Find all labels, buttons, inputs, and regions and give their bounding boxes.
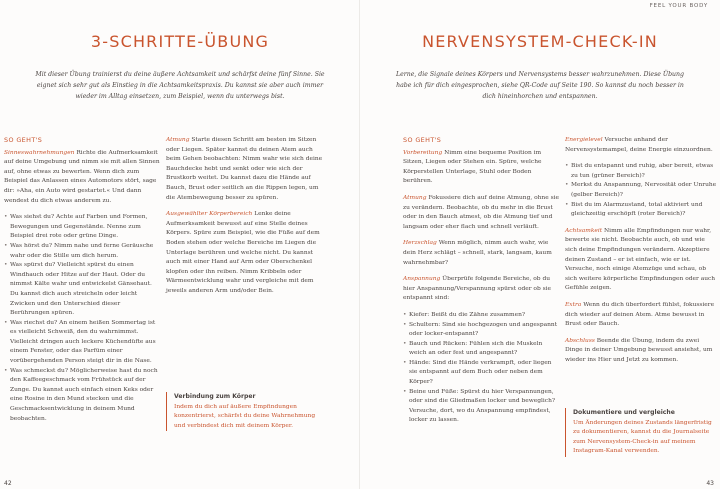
list-item: • Beine und Füße: Spürst du hier Verspannungen, oder sind die Gliedmaßen locker und beweglich? Versuche, dort, wo du Anspannung empfindest, locker zu lassen. [403,388,559,426]
list-item: • Merkst du Anspannung, Nervosität oder Unruhe (gelber Bereich)? [565,181,717,200]
right-section-heading: SO GEHT'S [403,136,442,144]
right-page [360,0,720,489]
left-callout-title: Verbindung zum Körper [174,393,256,400]
sinnes-paragraph [4,149,160,207]
list-item: • Was riechst du? An einem heißen Sommertag ist es vielleicht Schweiß, den du wahrnimmst. Vielleicht dringen auch leckere Küchendüfte aus einem Fenster, oder das Parfüm einer vorübergehenden Person steigt dir in die Nase. [4,319,160,367]
list-item: • Kiefer: Beißt du die Zähne zusammen? [403,311,559,321]
right-atmung-text: Fokussiere dich auf deine Atmung, ohne sie zu verändern. Beobachte, ob du mehr in die Brust oder in den Bauch atmest, ob die Atmung tief und langsam oder eher flach und schnell verläuft. [403,194,559,230]
left-page-number: 42 [4,480,12,487]
right-intro: Lerne, die Signale deines Körpers und Nervensystems besser wahrzunehmen. Diese Übung habe ich für dich eingesprochen, siehe QR-Code auf Seite 190. So kannst du noch besser in dich hineinhorchen und entspannen. [396,71,684,100]
abschluss-text: Beende die Übung, indem du zwei Dinge in deiner Umgebung bewusst ansiehst, um wieder ins Hier und Jetzt zu kommen. [565,337,713,363]
energie-text: Versuche anhand der Nervensystemampel, deine Energie einzuordnen. [565,137,713,153]
list-item: • Bauch und Rücken: Fühlen sich die Muskeln weich an oder fest und angespannt? [403,340,559,359]
right-callout-box [565,408,715,457]
koerper-text: Lenke deine Aufmerksamkeit bewusst auf eine Stelle deines Körpers. Spüre zum Beispiel, wie die Füße auf dem Boden stehen oder welche Bereiche im Liegen die Unterlage berühren und welche nicht. Du kannst auch mit einer Hand auf Arm oder Oberschenkel klopfen oder ihn reiben. Nimm Kribbeln oder Wärmeentwicklung wahr und vergleiche mit dem jeweils anderen Arm und/oder Bein. [166,211,320,294]
right-atmung-lead: Atmung [403,194,427,201]
achtsamkeit-paragraph [565,227,717,294]
left-page-title: 3-SCHRITTE-ÜBUNG [90,32,270,51]
list-item: • Was spürst du? Vielleicht spürst du einen Windhauch oder Hitze auf der Haut. Oder du nimmst Kälte wahr und entwickelst Gänsehaut. Du kannst dich auch streicheln oder leicht Zwicken und den Unterschied dieser Berührungen spüren. [4,261,160,319]
senses-list [4,213,160,424]
anspannung-list [403,311,559,426]
atmung-text: Starte diesen Schritt am besten im Sitzen oder Liegen. Später kannst du deinen Atem auch beim Gehen beobachten: Nimm wahr wie sich deine Bauchdecke hebt und senkt oder wie sich der Brustkorb weitet. Du kannst dazu die Hände auf Bauch, Brust oder seitlich an die Rippen legen, um die Atembewegung besser zu spüren. [166,137,323,201]
left-column-1 [4,136,160,431]
herzschlag-text: Wenn möglich, nimm auch wahr, wie dein Herz schlägt – schnell, stark, langsam, kaum wahrnehmbar? [403,240,552,266]
extra-lead: Extra [565,301,582,308]
right-callout-text: Um Änderungen deines Zustands längerfristig zu dokumentieren, kannst du die Journalseite zum Nervensystem-Check-in auf meinem Instagram-Kanal verwenden. [573,419,712,455]
anspannung-text: Überprüfe folgende Bereiche, ob du hier Anspannung/Verspannung spürst oder ob sie entspannt sind: [403,276,552,302]
list-item: • Bist du im Alarmzustand, total aktiviert und gleichzeitig erschöpft (roter Bereich)? [565,201,717,220]
list-item: • Schultern: Sind sie hochgezogen und angespannt oder locker-entspannt? [403,321,559,340]
left-section-heading: SO GEHT'S [4,136,43,144]
energie-paragraph [565,136,717,155]
vorbereitung-paragraph [403,149,559,187]
list-item: • Was schmeckst du? Möglicherweise hast du noch den Kaffeegeschmack vom Frühstück auf der Zunge. Du kannst auch einfach einen Keks oder eine Rosine in den Mund stecken und die Geschmacksentwicklung in deinem Mund beobachten. [4,367,160,425]
extra-paragraph [565,301,717,330]
left-callout-box [166,392,324,431]
atmung-paragraph [166,136,326,203]
vorbereitung-lead: Vorbereitung [403,149,443,156]
energie-lead: Energielevel [565,137,603,143]
achtsamkeit-text: Nimm alle Empfindungen nur wahr, bewerte sie nicht. Beobachte auch, ob und wie sich deine Empfindungen verändern. Akzeptiere deinen Zustand – er ist einfach, wie er ist. Versuche, noch einige Atemzüge und schau, ob sich weitere körperliche Empfindungen oder auch Gefühle zeigen. [565,227,716,292]
right-column-2 [565,136,717,372]
list-item: • Was siehst du? Achte auf Farben und Formen, Bewegungen und Gegenstände. Nenne zum Beispiel drei rote oder grüne Dinge. [4,213,160,242]
left-callout-text: Indem du dich auf äußere Empfindungen konzentrierst, schärfst du deine Wahrnehmung und verbindest dich mit deinem Körper. [174,403,316,429]
koerper-paragraph [166,210,326,296]
energie-list [565,162,717,220]
extra-text: Wenn du dich überfordert fühlst, fokussiere dich wieder auf deinen Atem. Atme bewusst in Brust oder Bauch. [565,301,715,328]
sinnes-lead: Sinneswahrnehmungen [4,149,75,156]
atmung-lead: Atmung [166,137,190,143]
herzschlag-paragraph [403,239,559,268]
right-page-number: 43 [706,480,714,487]
abschluss-paragraph [565,337,717,366]
list-item: • Was hörst du? Nimm nahe und ferne Geräusche wahr oder die Stille um dich herum. [4,242,160,261]
herzschlag-lead: Herzschlag [403,240,437,247]
right-page-title: NERVENSYSTEM-CHECK-IN [422,32,658,51]
list-item: • Bist du entspannt und ruhig, aber bereit, etwas zu tun (grüner Bereich)? [565,162,717,181]
list-item: • Hände: Sind die Hände verkrampft, oder liegen sie entspannt auf dem Buch oder neben dem Körper? [403,359,559,388]
right-atmung-paragraph [403,194,559,232]
anspannung-paragraph [403,275,559,304]
right-column-1 [403,136,559,433]
running-head: FEEL YOUR BODY [649,3,708,9]
abschluss-lead: Abschluss [565,337,595,344]
achtsamkeit-lead: Achtsamkeit [565,227,603,234]
vorbereitung-text: Nimm eine bequeme Position im Sitzen, Liegen oder Stehen ein. Spüre, welche Körperstellen Unterlage, Stuhl oder Boden berühren. [403,149,542,185]
anspannung-lead: Anspannung [403,276,441,283]
koerper-lead: Ausgewählter Körperbereich [166,211,253,218]
left-column-2 [166,136,326,304]
sinnes-text: Richte die Aufmerksamkeit auf deine Umgebung und nimm sie mit allen Sinnen auf, ohne etwas zu bewerten. Wenn dich zum Beispiel das Anlassen eines Automotors stört, sage dir: »Aha, ein Auto wird gestartet.« Und dann wendest du dich etwas anderem zu. [4,149,160,204]
left-intro: Mit dieser Übung trainierst du deine äußere Achtsamkeit und schärfst deine fünf Sinne. Sie eignet sich sehr gut als Einstieg in die Achtsamkeitspraxis. Du kannst sie aber auch immer wieder im Alltag einsetzen, zum Beispiel, wenn du unterwegs bist. [35,71,325,100]
right-callout-title: Dokumentiere und vergleiche [573,409,675,416]
